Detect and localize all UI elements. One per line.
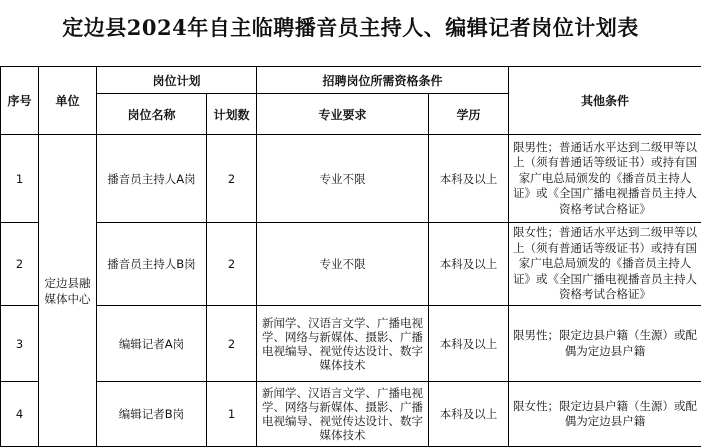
header-recruit-conditions: 招聘岗位所需资格条件 bbox=[257, 67, 509, 94]
page-title: 定边县2024年自主临聘播音员主持人、编辑记者岗位计划表 bbox=[0, 12, 701, 42]
row-plan-count: 2 bbox=[207, 306, 257, 382]
row-major: 新闻学、汉语言文学、广播电视学、网络与新媒体、摄影、广播电视编导、视觉传达设计、数字媒体技术 bbox=[257, 382, 429, 447]
row-position-name: 播音员主持人A岗 bbox=[97, 135, 207, 223]
row-seq: 1 bbox=[1, 135, 39, 223]
unit-cell: 定边县融媒体中心 bbox=[39, 135, 97, 447]
header-position-name: 岗位名称 bbox=[97, 94, 207, 135]
table-row bbox=[1, 382, 701, 447]
row-position-name: 播音员主持人B岗 bbox=[97, 223, 207, 306]
position-plan-table bbox=[0, 66, 701, 447]
header-other-conditions: 其他条件 bbox=[509, 67, 701, 135]
row-other-conditions: 限女性；限定边县户籍（生源）或配偶为定边县户籍 bbox=[509, 382, 701, 447]
header-position-plan: 岗位计划 bbox=[97, 67, 257, 94]
row-education: 本科及以上 bbox=[429, 135, 509, 223]
header-plan-count: 计划数 bbox=[207, 94, 257, 135]
row-education: 本科及以上 bbox=[429, 223, 509, 306]
table-row bbox=[1, 135, 701, 223]
row-seq: 3 bbox=[1, 306, 39, 382]
table-row bbox=[1, 223, 701, 306]
row-education: 本科及以上 bbox=[429, 306, 509, 382]
row-major: 新闻学、汉语言文学、广播电视学、网络与新媒体、摄影、广播电视编导、视觉传达设计、数字媒体技术 bbox=[257, 306, 429, 382]
row-other-conditions: 限男性；普通话水平达到二级甲等以上（须有普通话等级证书）或持有国家广电总局颁发的《播音员主持人证》或《全国广播电视播音员主持人资格考试合格证》 bbox=[509, 135, 701, 223]
table-row bbox=[1, 306, 701, 382]
row-plan-count: 2 bbox=[207, 135, 257, 223]
row-education: 本科及以上 bbox=[429, 382, 509, 447]
row-position-name: 编辑记者B岗 bbox=[97, 382, 207, 447]
header-seq: 序号 bbox=[1, 67, 39, 135]
row-plan-count: 2 bbox=[207, 223, 257, 306]
header-row-1 bbox=[1, 67, 701, 94]
row-major: 专业不限 bbox=[257, 223, 429, 306]
header-unit: 单位 bbox=[39, 67, 97, 135]
row-position-name: 编辑记者A岗 bbox=[97, 306, 207, 382]
header-major: 专业要求 bbox=[257, 94, 429, 135]
row-other-conditions: 限女性；普通话水平达到二级甲等以上（须有普通话等级证书）或持有国家广电总局颁发的《播音员主持人证》或《全国广播电视播音员主持人资格考试合格证》 bbox=[509, 223, 701, 306]
header-education: 学历 bbox=[429, 94, 509, 135]
row-other-conditions: 限男性；限定边县户籍（生源）或配偶为定边县户籍 bbox=[509, 306, 701, 382]
row-plan-count: 1 bbox=[207, 382, 257, 447]
row-seq: 4 bbox=[1, 382, 39, 447]
row-major: 专业不限 bbox=[257, 135, 429, 223]
row-seq: 2 bbox=[1, 223, 39, 306]
